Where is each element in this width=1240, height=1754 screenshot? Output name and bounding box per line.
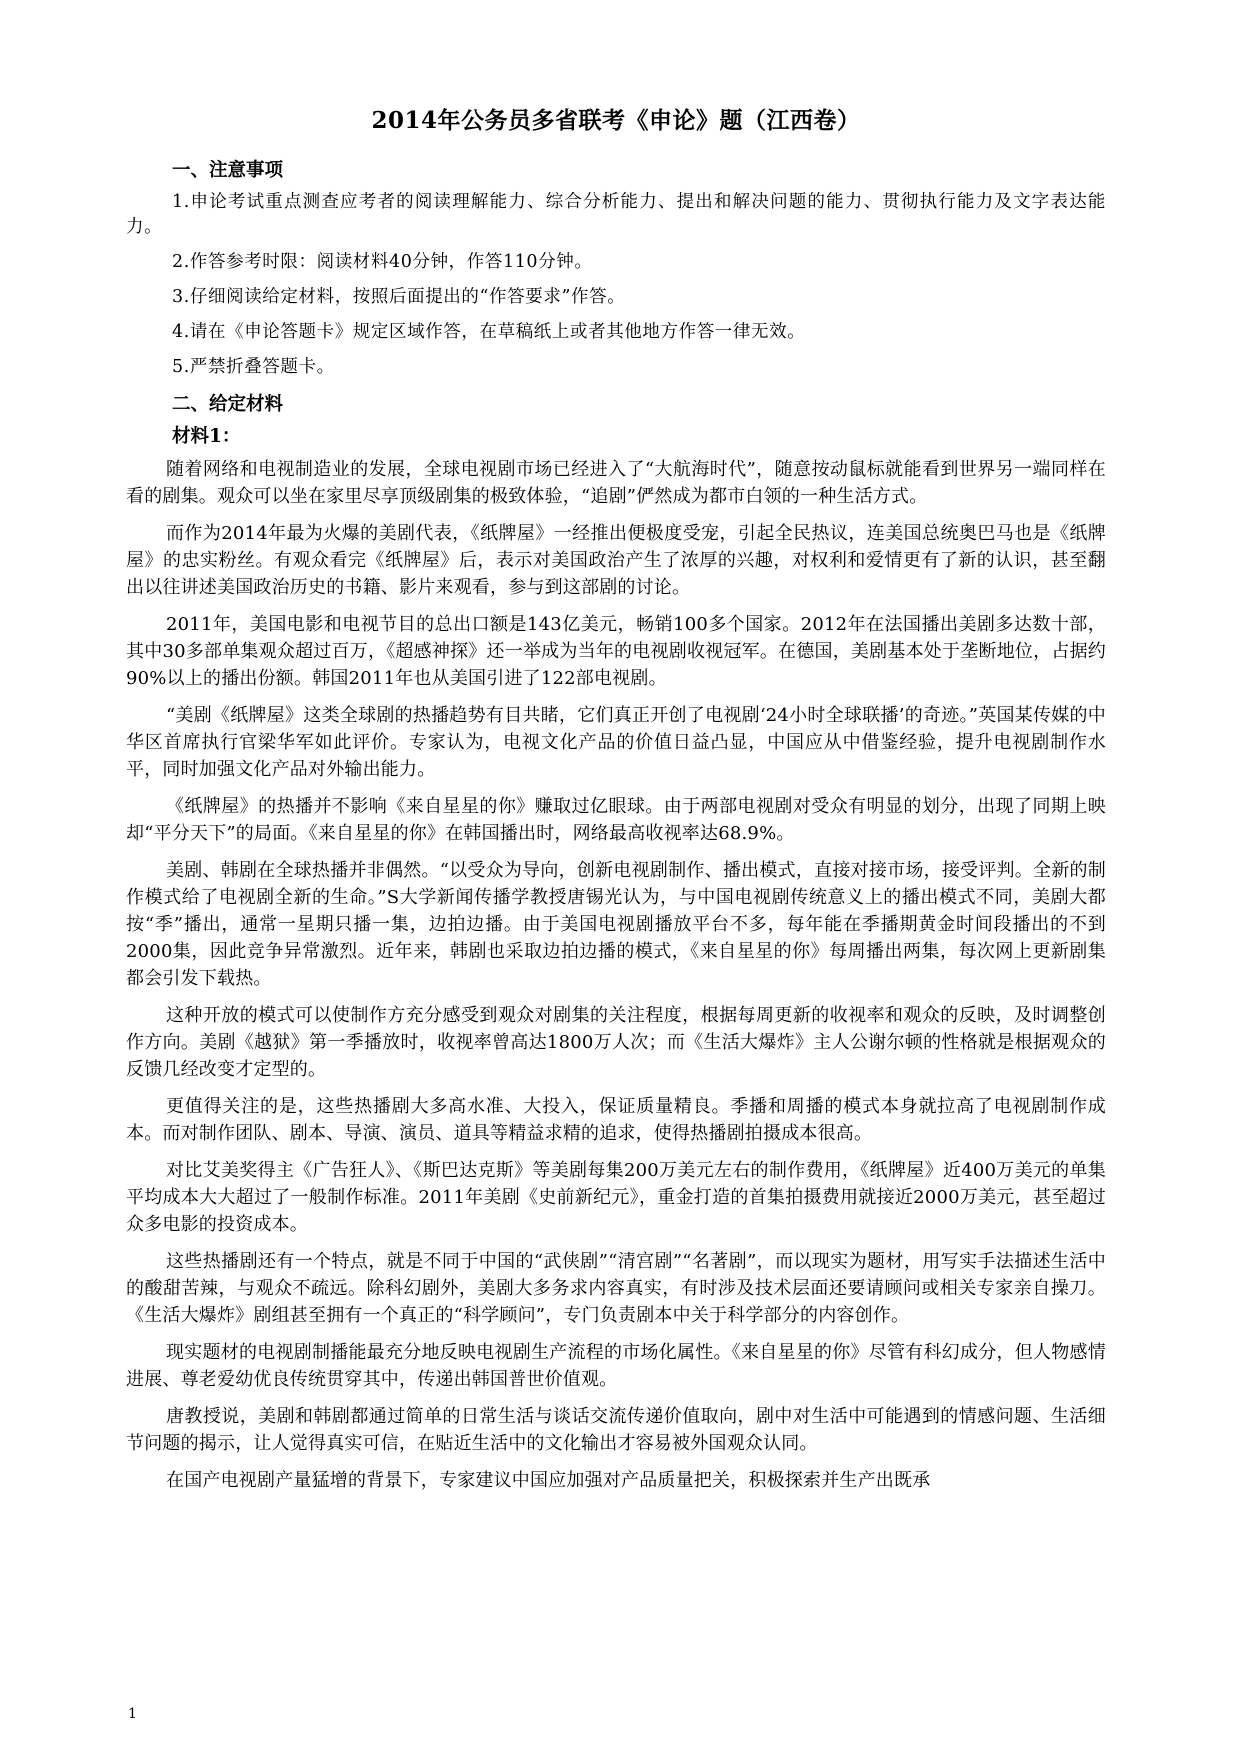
- document-body: [126, 104, 1106, 1504]
- page-number: 1: [128, 1706, 137, 1722]
- note-item-1: 1.申论考试重点测查应考者的阅读理解能力、综合分析能力、提出和解决问题的能力、贯彻执行能力及文字表达能力。: [126, 192, 1106, 237]
- section-heading-notes: 一、注意事项: [172, 160, 284, 181]
- material-paragraph: 对比艾美奖得主《广告狂人》、《斯巴达克斯》等美剧每集200万美元左右的制作费用，《纸牌屋》近400万美元的单集平均成本大大超过了一般制作标准。2011年美剧《史前新纪元》，重金打造的首集拍摄费用就接近2000万美元，甚至超过众多电影的投资成本。: [126, 1160, 1106, 1235]
- material-paragraph: 2011年，美国电影和电视节目的总出口额是143亿美元，畅销100多个国家。2012年在法国播出美剧多达数十部，其中30多部单集观众超过百万，《超感神探》还一举成为当年的电视剧收视冠军。在德国，美剧基本处于垄断地位，占据约90%以上的播出份额。韩国2011年也从美国引进了122部电视剧。: [126, 614, 1106, 689]
- note-item-3: 3.仔细阅读给定材料，按照后面提出的“作答要求”作答。: [172, 287, 626, 307]
- section-heading-materials: 二、给定材料: [172, 394, 284, 415]
- material-paragraph: 这些热播剧还有一个特点，就是不同于中国的“武侠剧”“清宫剧”“名著剧”，而以现实为题材，用写实手法描述生活中的酸甜苦辣，与观众不疏远。除科幻剧外，美剧大多务求内容真实，有时涉及技术层面还要请顾问或相关专家亲自操刀。《生活大爆炸》剧组甚至拥有一个真正的“科学顾问”，专门负责剧本中关于科学部分的内容创作。: [126, 1251, 1106, 1326]
- material-paragraph: 随着网络和电视制造业的发展，全球电视剧市场已经进入了“大航海时代”，随意按动鼠标就能看到世界另一端同样在看的剧集。观众可以坐在家里尽享顶级剧集的极致体验，“追剧”俨然成为都市白领的一种生活方式。: [126, 459, 1106, 507]
- material-paragraph: 更值得关注的是，这些热播剧大多高水准、大投入，保证质量精良。季播和周播的模式本身就拉高了电视剧制作成本。而对制作团队、剧本、导演、演员、道具等精益求精的追求，使得热播剧拍摄成本很高。: [126, 1096, 1106, 1144]
- material-paragraph: 现实题材的电视剧制播能最充分地反映电视剧生产流程的市场化属性。《来自星星的你》尽管有科幻成分，但人物感情进展、尊老爱幼优良传统贯穿其中，传递出韩国普世价值观。: [126, 1342, 1106, 1390]
- document-title: 2014年公务员多省联考《申论》题（江西卷）: [371, 107, 861, 134]
- material-label: 材料1：: [172, 426, 241, 447]
- material-paragraph: 《纸牌屋》的热播并不影响《来自星星的你》赚取过亿眼球。由于两部电视剧对受众有明显的划分，出现了同期上映却“平分天下”的局面。《来自星星的你》在韩国播出时，网络最高收视率达68.9%。: [126, 796, 1106, 844]
- note-item-5: 5.严禁折叠答题卡。: [172, 357, 335, 377]
- material-paragraph: 美剧、韩剧在全球热播并非偶然。“以受众为导向，创新电视剧制作、播出模式，直接对接市场，接受评判。全新的制作模式给了电视剧全新的生命。”S大学新闻传播学教授唐锡光认为，与中国电视剧传统意义上的播出模式不同，美剧大都按“季”播出，通常一星期只播一集，边拍边播。由于美国电视剧播放平台不多，每年能在季播期黄金时间段播出的不到2000集，因此竞争异常激烈。近年来，韩剧也采取边拍边播的模式，《来自星星的你》每周播出两集，每次网上更新剧集都会引发下载热。: [126, 860, 1106, 989]
- note-item-2: 2.作答参考时限：阅读材料40分钟，作答110分钟。: [172, 252, 593, 272]
- note-item-4: 4.请在《申论答题卡》规定区域作答，在草稿纸上或者其他地方作答一律无效。: [172, 322, 806, 342]
- material-paragraph: 在国产电视剧产量猛增的背景下，专家建议中国应加强对产品质量把关，积极探索并生产出既承: [166, 1470, 931, 1491]
- material-paragraph: 而作为2014年最为火爆的美剧代表，《纸牌屋》一经推出便极度受宠，引起全民热议，连美国总统奥巴马也是《纸牌屋》的忠实粉丝。有观众看完《纸牌屋》后，表示对美国政治产生了浓厚的兴趣，对权利和爱情更有了新的认识，甚至翻出以往讲述美国政治历史的书籍、影片来观看，参与到这部剧的讨论。: [126, 523, 1106, 598]
- material-paragraph: 这种开放的模式可以使制作方充分感受到观众对剧集的关注程度，根据每周更新的收视率和观众的反映，及时调整创作方向。美剧《越狱》第一季播放时，收视率曾高达1800万人次；而《生活大爆炸》主人公谢尔顿的性格就是根据观众的反馈几经改变才定型的。: [126, 1005, 1106, 1080]
- material-paragraph: 唐教授说，美剧和韩剧都通过简单的日常生活与谈话交流传递价值取向，剧中对生活中可能遇到的情感问题、生活细节问题的揭示，让人觉得真实可信，在贴近生活中的文化输出才容易被外国观众认同。: [126, 1406, 1106, 1454]
- material-paragraph: “美剧《纸牌屋》这类全球剧的热播趋势有目共睹，它们真正开创了电视剧‘24小时全球联播’的奇迹。”英国某传媒的中华区首席执行官梁华军如此评价。专家认为，电视文化产品的价值日益凸显，中国应从中借鉴经验，提升电视剧制作水平，同时加强文化产品对外输出能力。: [126, 705, 1106, 780]
